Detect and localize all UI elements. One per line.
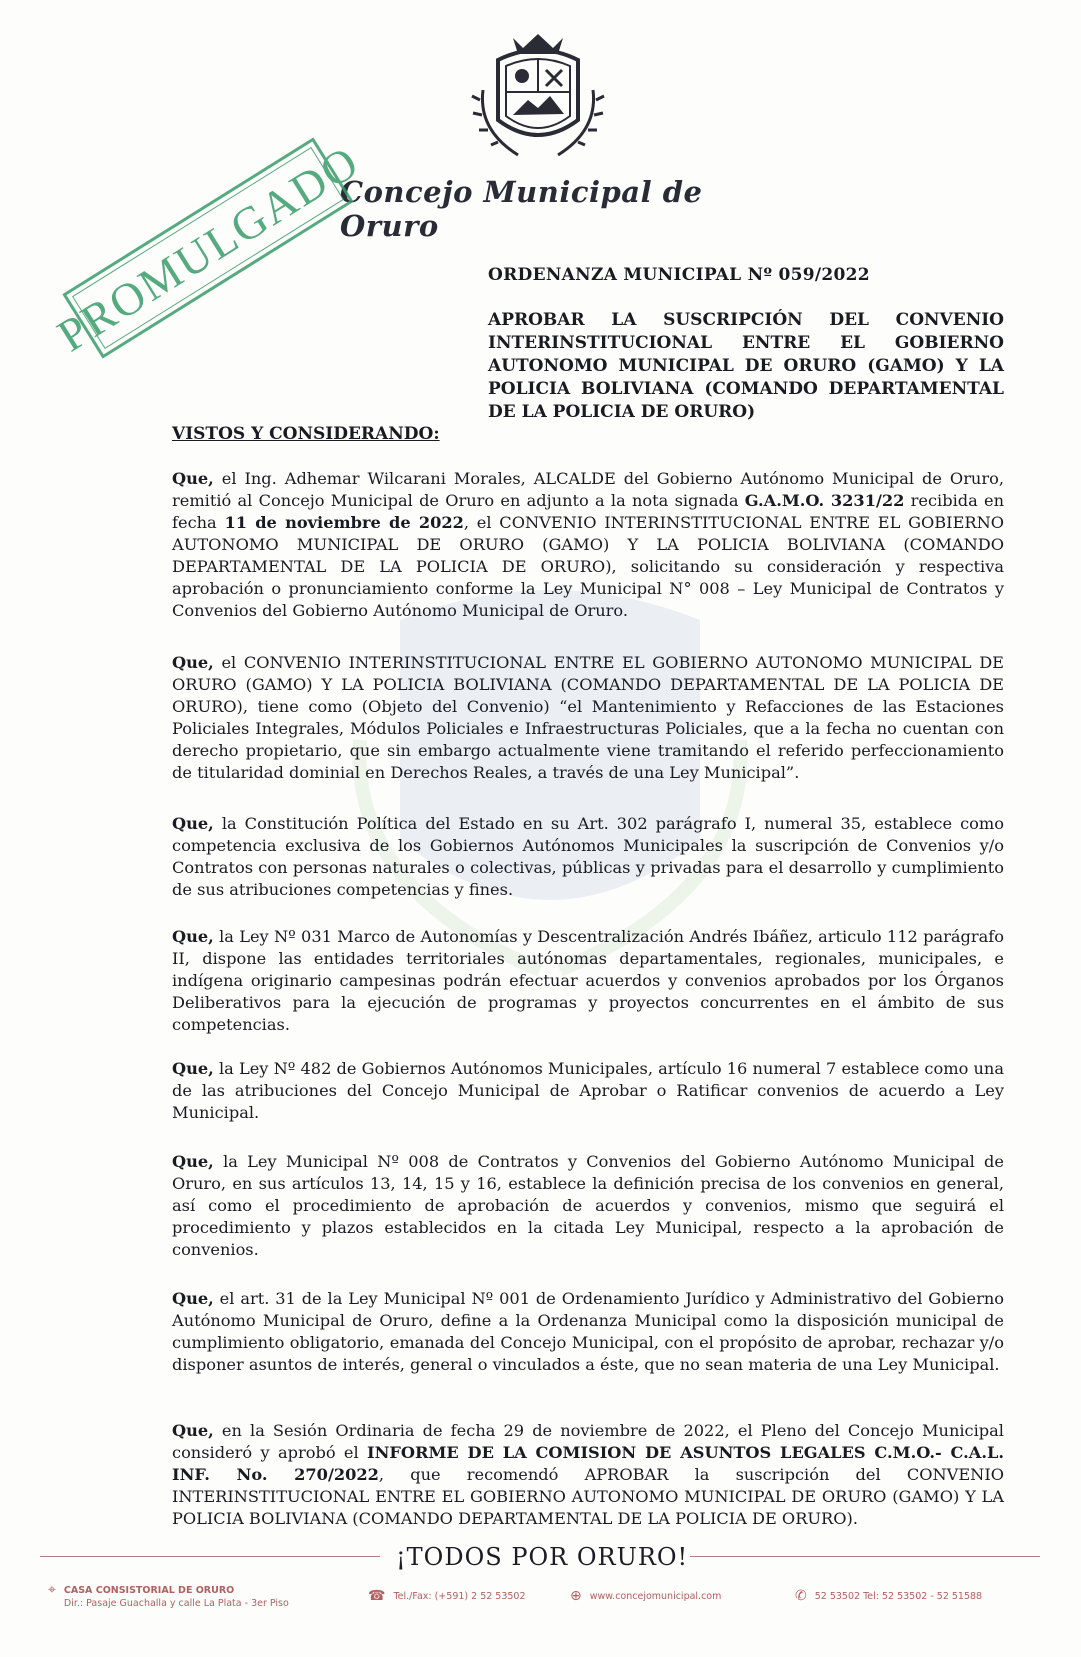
- paragraph-text: , que recomendó APROBAR la suscripción del CONVENIO INTERINSTITUCIONAL ENTRE EL GOBIERNO AUTONOMO MUNICIPAL DE ORURO (GAMO) Y LA POLICIA BOLIVIANA (COMANDO DEPARTAMENTAL DE LA POLICIA DE ORURO).: [172, 1465, 1005, 1528]
- phone-handset-icon: ✆: [795, 1588, 807, 1604]
- paragraph-lead: Que,: [172, 1289, 214, 1308]
- ordinance-subject: APROBAR LA SUSCRIPCIÓN DEL CONVENIO INTERINSTITUCIONAL ENTRE EL GOBIERNO AUTONOMO MUNICIPAL DE ORURO (GAMO) Y LA POLICIA BOLIVIANA (COMANDO DEPARTAMENTAL DE LA POLICIA DE ORURO): [488, 310, 1004, 422]
- footer-divider: [690, 1556, 1040, 1557]
- paragraph-lead: Que,: [172, 927, 214, 946]
- ordinance-number: ORDENANZA MUNICIPAL Nº 059/2022: [488, 265, 870, 285]
- considerando-paragraph: [172, 1151, 1004, 1261]
- phones-text: 52 53502 Tel: 52 53502 - 52 51588: [814, 1591, 983, 1602]
- paragraph-text: , el CONVENIO INTERINSTITUCIONAL ENTRE EL GOBIERNO AUTONOMO MUNICIPAL DE ORURO (GAMO) Y LA POLICIA BOLIVIANA (COMANDO DEPARTAMENTAL DE LA POLICIA DE ORURO), solicitando su consideración y respectiva aprobación o pronunciamiento conforme la Ley Municipal N° 008 – Ley Municipal de Contratos y Convenios del Gobierno Autónomo Municipal de Oruro.: [172, 513, 1005, 620]
- municipal-crest-logo: [458, 30, 618, 180]
- paragraph-text: el art. 31 de la Ley Municipal Nº 001 de Ordenamiento Jurídico y Administrativo del Gobierno Autónomo Municipal de Oruro, define a la Ordenanza Municipal como la disposición municipal de cumplimiento obligatorio, emanada del Concejo Municipal, con el propósito de aprobar, rechazar y/o disponer asuntos de interés, general o vinculados a éste, que no sean materia de una Ley Municipal.: [172, 1289, 1004, 1374]
- section-heading: VISTOS Y CONSIDERANDO:: [172, 424, 440, 444]
- paragraph-text: el Ing. Adhemar Wilcarani Morales, ALCALDE del Gobierno Autónomo Municipal de Oruro, remitió al Concejo Municipal de Oruro en adjunto a la nota signada: [172, 469, 1004, 510]
- paragraph-text: en la Sesión Ordinaria de fecha 29 de noviembre de 2022, el Pleno del Concejo Municipal consideró y aprobó el: [172, 1421, 1004, 1462]
- footer-divider: [40, 1556, 380, 1557]
- council-name: Concejo Municipal de Oruro: [340, 175, 703, 243]
- office-address: Dir.: Pasaje Guachalla y calle La Plata - 3er Piso: [63, 1598, 289, 1609]
- paragraph-lead: Que,: [172, 1059, 214, 1078]
- paragraph-lead: Que,: [172, 814, 214, 833]
- paragraph-text: la Ley Municipal Nº 008 de Contratos y Convenios del Gobierno Autónomo Municipal de Oruro, en sus artículos 13, 14, 15 y 16, establece la definición precisa de los convenios en general, así como el procedimiento de aprobación de acuerdos y convenios, mismo que seguirá el procedimiento y plazos establecidos en la citada Ley Municipal, respecto a la aprobación de convenios.: [172, 1152, 1004, 1259]
- note-reference: G.A.M.O. 3231/22: [744, 491, 905, 510]
- paragraph-text: la Ley Nº 482 de Gobiernos Autónomos Municipales, artículo 16 numeral 7 establece como una de las atribuciones del Concejo Municipal de Aprobar o Ratificar convenios de acuerdo a Ley Municipal.: [172, 1059, 1004, 1122]
- paragraph-lead: Que,: [172, 469, 214, 488]
- considerando-paragraph: [172, 1058, 1004, 1124]
- considerando-paragraph: [172, 1420, 1004, 1530]
- phone-fax-icon: ☎: [368, 1588, 386, 1604]
- globe-icon: ⊕: [570, 1588, 582, 1604]
- paragraph-text: recibida en fecha: [172, 491, 1005, 532]
- office-title: CASA CONSISTORIAL DE ORURO: [63, 1585, 235, 1596]
- footer-address: [48, 1584, 289, 1610]
- considerando-paragraph: [172, 1288, 1004, 1376]
- website-link[interactable]: www.concejomunicipal.com: [589, 1591, 722, 1602]
- footer-website: [570, 1590, 721, 1603]
- paragraph-lead: Que,: [172, 1152, 214, 1171]
- considerando-paragraph: [172, 468, 1004, 622]
- considerando-paragraph: [172, 813, 1004, 901]
- paragraph-lead: Que,: [172, 1421, 214, 1440]
- location-pin-icon: ⌖: [48, 1582, 56, 1598]
- considerando-paragraph: [172, 652, 1004, 784]
- footer-phone: [368, 1590, 526, 1603]
- phone-text: Tel./Fax: (+591) 2 52 53502: [393, 1591, 526, 1602]
- footer-phones: [795, 1590, 982, 1603]
- paragraph-text: la Constitución Política del Estado en su Art. 302 parágrafo I, numeral 35, establece como competencia exclusiva de los Gobiernos Autónomos Municipales la suscripción de Convenios y/o Contratos con personas naturales o colectivas, públicas y privadas para el desarrollo y cumplimiento de sus atribuciones competencias y fines.: [172, 814, 1004, 899]
- paragraph-text: la Ley Nº 031 Marco de Autonomías y Descentralización Andrés Ibáñez, articulo 112 parágrafo II, dispone las entidades territoriales autónomas departamentales, regionales, municipales, e indígena originario campesinas podrán efectuar acuerdos y convenios aprobados por los Órganos Deliberativos para la ejecución de programas y proyectos concurrentes en el ámbito de sus competencias.: [172, 927, 1004, 1034]
- paragraph-text: el CONVENIO INTERINSTITUCIONAL ENTRE EL GOBIERNO AUTONOMO MUNICIPAL DE ORURO (GAMO) Y LA POLICIA BOLIVIANA (COMANDO DEPARTAMENTAL DE LA POLICIA DE ORURO), tiene como (Objeto del Convenio) “el Mantenimiento y Refacciones de las Estaciones Policiales Integrales, Módulos Policiales e Infraestructuras Policiales, que a la fecha no cuentan con derecho propietario, que sin embargo actualmente viene tramitando el referido perfeccionamiento de titularidad dominial en Derechos Reales, a través de una Ley Municipal”.: [172, 653, 1004, 782]
- promulgado-stamp: PROMULGADO: [48, 135, 368, 361]
- considerando-paragraph: [172, 926, 1004, 1036]
- footer-slogan: ¡TODOS POR ORURO!: [396, 1543, 689, 1571]
- date-reference: 11 de noviembre de 2022: [224, 513, 464, 532]
- report-reference: INFORME DE LA COMISION DE ASUNTOS LEGALES C.M.O.- C.A.L. INF. No. 270/2022: [172, 1443, 1004, 1484]
- paragraph-lead: Que,: [172, 653, 214, 672]
